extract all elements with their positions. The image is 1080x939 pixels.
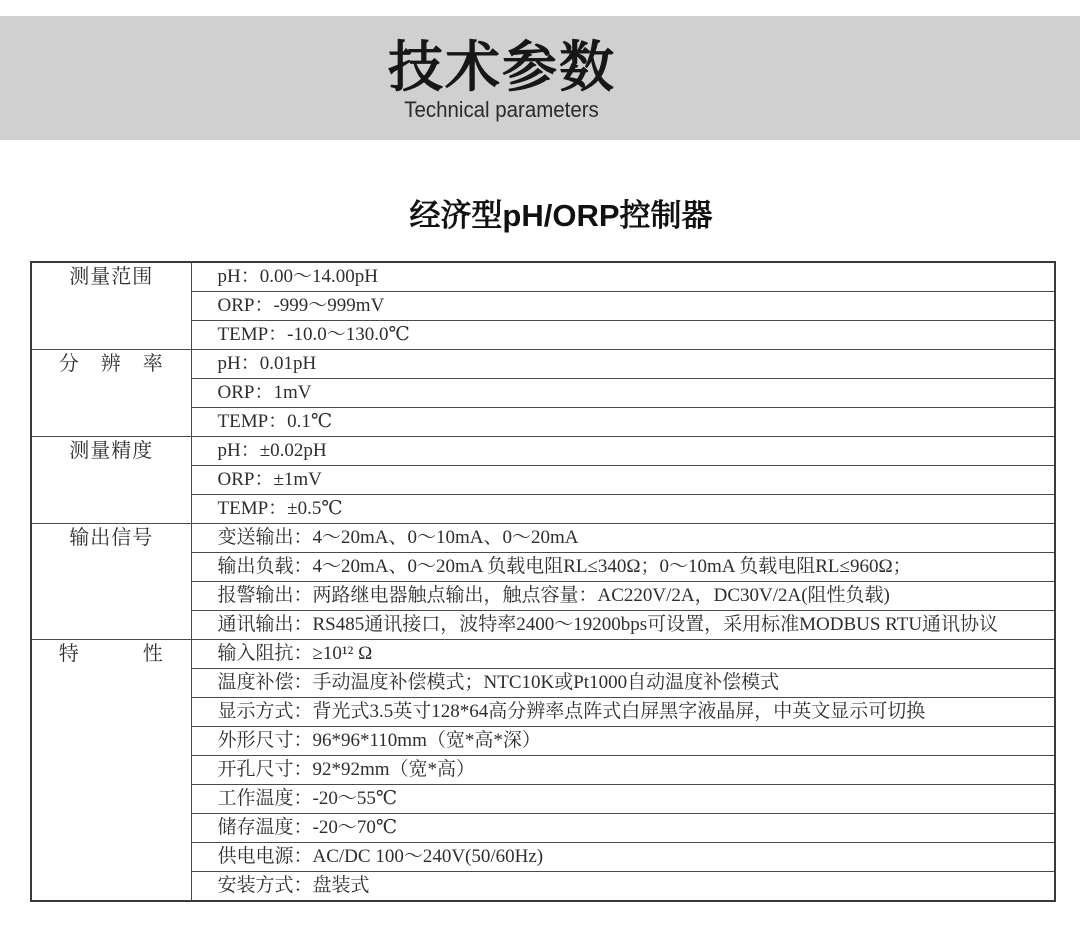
spec-value: pH：0.00～14.00pH	[191, 262, 1055, 292]
spec-group-label-output-signal: 输出信号	[31, 524, 191, 640]
product-heading	[0, 190, 1080, 235]
banner	[0, 16, 1080, 140]
table-row	[31, 640, 1055, 669]
spec-value: TEMP：-10.0～130.0℃	[191, 321, 1055, 350]
table-row	[31, 262, 1055, 292]
spec-value: 输出负载：4～20mA、0～20mA 负载电阻RL≤340Ω；0～10mA 负载电阻RL≤960Ω；	[191, 553, 1055, 582]
spec-value: ORP：-999～999mV	[191, 292, 1055, 321]
spec-value: 开孔尺寸：92*92mm（宽*高）	[191, 756, 1055, 785]
table-row	[31, 350, 1055, 379]
product-heading-text: 经济型pH/ORP控制器	[409, 198, 713, 233]
spec-value: 输入阻抗：≥10¹² Ω	[191, 640, 1055, 669]
spec-value: pH：±0.02pH	[191, 437, 1055, 466]
spec-value: 变送输出：4～20mA、0～10mA、0～20mA	[191, 524, 1055, 553]
page-title: 技术参数	[387, 36, 617, 98]
spec-value: 外形尺寸：96*96*110mm（宽*高*深）	[191, 727, 1055, 756]
spec-value: TEMP：±0.5℃	[191, 495, 1055, 524]
spec-value: 供电电源：AC/DC 100～240V(50/60Hz)	[191, 843, 1055, 872]
spec-value: 储存温度：-20～70℃	[191, 814, 1055, 843]
spec-value: ORP：1mV	[191, 379, 1055, 408]
spec-value: 工作温度：-20～55℃	[191, 785, 1055, 814]
banner-content	[388, 16, 616, 140]
spec-value: 报警输出：两路继电器触点输出，触点容量：AC220V/2A，DC30V/2A(阻性负载)	[191, 582, 1055, 611]
spec-value: 安装方式：盘装式	[191, 872, 1055, 902]
table-row	[31, 524, 1055, 553]
spec-group-label-features: 特 性	[31, 640, 191, 902]
spec-value: TEMP：0.1℃	[191, 408, 1055, 437]
spec-value: ORP：±1mV	[191, 466, 1055, 495]
spec-group-label-measure-range: 测量范围	[31, 262, 191, 350]
spec-group-label-accuracy: 测量精度	[31, 437, 191, 524]
spec-value: 通讯输出：RS485通讯接口，波特率2400～19200bps可设置，采用标准MODBUS RTU通讯协议	[191, 611, 1055, 640]
spec-value: pH：0.01pH	[191, 350, 1055, 379]
table-row	[31, 437, 1055, 466]
page-subtitle: Technical parameters	[404, 97, 600, 122]
spec-value: 温度补偿：手动温度补偿模式；NTC10K或Pt1000自动温度补偿模式	[191, 669, 1055, 698]
spec-value: 显示方式：背光式3.5英寸128*64高分辨率点阵式白屏黑字液晶屏，中英文显示可切换	[191, 698, 1055, 727]
spec-table	[30, 261, 1056, 902]
spec-group-label-resolution: 分 辨 率	[31, 350, 191, 437]
